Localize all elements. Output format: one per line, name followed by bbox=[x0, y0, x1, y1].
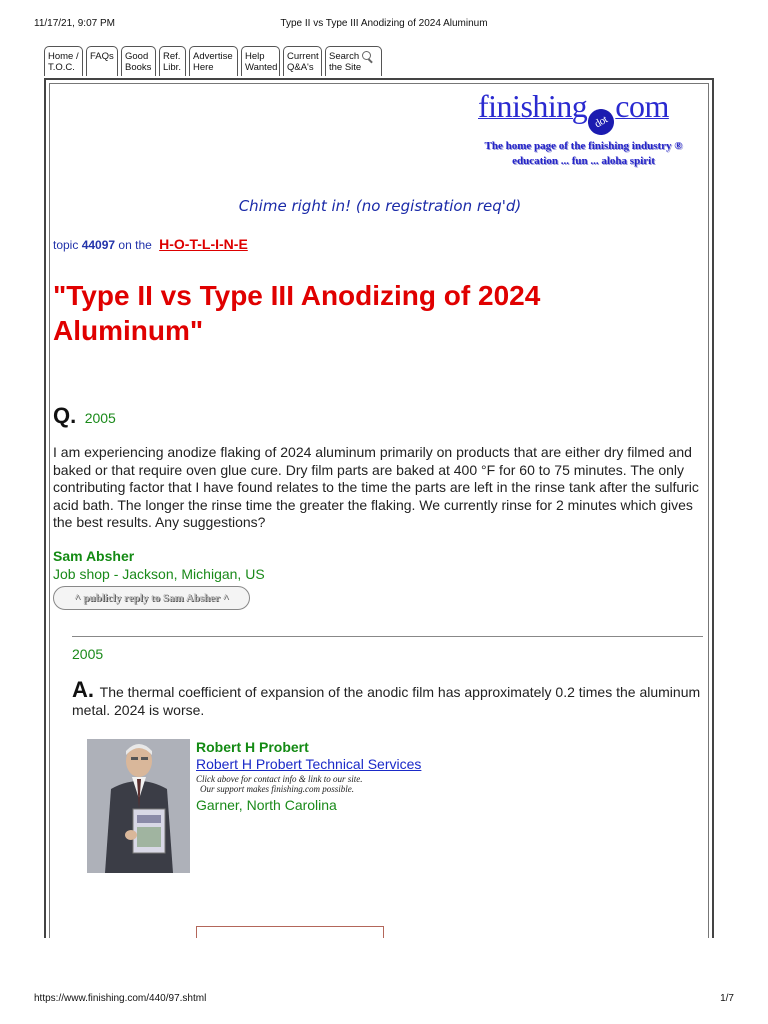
tab-current-qa-sublabel: Q&A's bbox=[287, 62, 314, 73]
answer-body bbox=[72, 677, 702, 719]
logo-dot-badge: dot bbox=[584, 104, 620, 140]
print-url: https://www.finishing.com/440/97.shtml bbox=[34, 993, 207, 1004]
sponsor-note-line-1: Click above for contact info & link to our site. bbox=[196, 774, 363, 784]
tagline-line-1: The home page of the finishing industry ® bbox=[484, 140, 683, 152]
tab-search[interactable] bbox=[325, 46, 382, 76]
tab-advertise[interactable] bbox=[189, 46, 238, 76]
answer-author: Robert H Probert bbox=[196, 739, 309, 755]
question-header bbox=[53, 403, 116, 429]
tab-help-wanted-label: Help bbox=[245, 51, 265, 62]
hotline-link[interactable]: H-O-T-L-I-N-E bbox=[159, 236, 248, 252]
topic-line bbox=[53, 236, 248, 252]
tab-help-wanted[interactable] bbox=[241, 46, 280, 76]
question-letter: Q. bbox=[53, 403, 77, 428]
tab-current-qa-label: Current bbox=[287, 51, 319, 62]
tab-faqs[interactable] bbox=[86, 46, 118, 76]
sponsor-note bbox=[196, 774, 362, 794]
question-body: I am experiencing anodize flaking of 2024 aluminum primarily on products that are either dry filmed and baked or that require oven glue cure. Dry film parts are baked at 400 °F for 60 to 75 minutes. The only contributing factor that I have found relates to the time the parts are left in the rinse tank after the sulfuric acid bath. The longer the rinse time the greater the flaking. We currently rinse for 2 minutes which gives the best results. Any suggestions? bbox=[53, 444, 699, 530]
logo-tagline bbox=[476, 139, 691, 169]
print-page-number: 1/7 bbox=[720, 993, 734, 1004]
answer-text: The thermal coefficient of expansion of the anodic film has approximately 0.2 times the aluminum metal. 2024 is worse. bbox=[72, 684, 701, 718]
topic-number: 44097 bbox=[81, 238, 116, 252]
page-title: "Type II vs Type III Anodizing of 2024 Aluminum" bbox=[53, 280, 541, 346]
tab-home-sublabel: T.O.C. bbox=[48, 62, 75, 73]
author-photo-illustration bbox=[87, 739, 190, 873]
logo-text-left: finishing bbox=[478, 88, 588, 124]
tab-home-label: Home / bbox=[48, 51, 79, 62]
question-author-location: Job shop - Jackson, Michigan, US bbox=[53, 566, 265, 582]
next-section-box bbox=[196, 926, 384, 938]
company-link[interactable]: Robert H Probert Technical Services bbox=[196, 756, 422, 772]
tab-advertise-sublabel: Here bbox=[193, 62, 214, 73]
reply-to-author-button[interactable]: ^ publicly reply to Sam Absher ^ bbox=[53, 586, 250, 610]
tab-advertise-label: Advertise bbox=[193, 51, 233, 62]
answer-divider bbox=[72, 636, 703, 637]
tab-good-books[interactable] bbox=[121, 46, 156, 76]
tab-search-label: Search bbox=[329, 51, 360, 62]
print-datetime: 11/17/21, 9:07 PM bbox=[34, 18, 115, 29]
tab-ref-libr-sublabel: Libr. bbox=[163, 62, 181, 73]
answer-author-location: Garner, North Carolina bbox=[196, 797, 337, 813]
author-photo[interactable] bbox=[87, 739, 190, 873]
question-author: Sam Absher bbox=[53, 548, 135, 564]
tab-search-row bbox=[329, 51, 378, 62]
tab-ref-libr[interactable] bbox=[159, 46, 186, 76]
tab-search-sublabel: the Site bbox=[329, 62, 362, 73]
tab-faqs-label: FAQs bbox=[90, 51, 114, 62]
topic-on-the: on the bbox=[118, 238, 152, 252]
answer-year: 2005 bbox=[72, 646, 104, 662]
finishing-com-logo[interactable] bbox=[478, 88, 669, 135]
magnifier-icon bbox=[362, 51, 371, 60]
tab-ref-libr-label: Ref. bbox=[163, 51, 181, 62]
tab-good-books-label: Good bbox=[125, 51, 149, 62]
answer-letter: A. bbox=[72, 677, 94, 702]
tab-current-qa[interactable] bbox=[283, 46, 322, 76]
question-year: 2005 bbox=[84, 410, 116, 426]
topic-prefix: topic bbox=[53, 238, 79, 252]
logo-text-right: com bbox=[615, 88, 669, 124]
sponsor-note-line-2: Our support makes finishing.com possible. bbox=[200, 784, 354, 794]
tab-good-books-sublabel: Books bbox=[125, 62, 152, 73]
tagline-line-2: education ... fun ... aloha spirit bbox=[512, 155, 655, 167]
chime-in-banner[interactable]: Chime right in! (no registration req'd) bbox=[238, 197, 522, 215]
tab-home[interactable] bbox=[44, 46, 83, 76]
print-page-title: Type II vs Type III Anodizing of 2024 Aluminum bbox=[280, 18, 488, 29]
tab-help-wanted-sublabel: Wanted bbox=[245, 62, 278, 73]
